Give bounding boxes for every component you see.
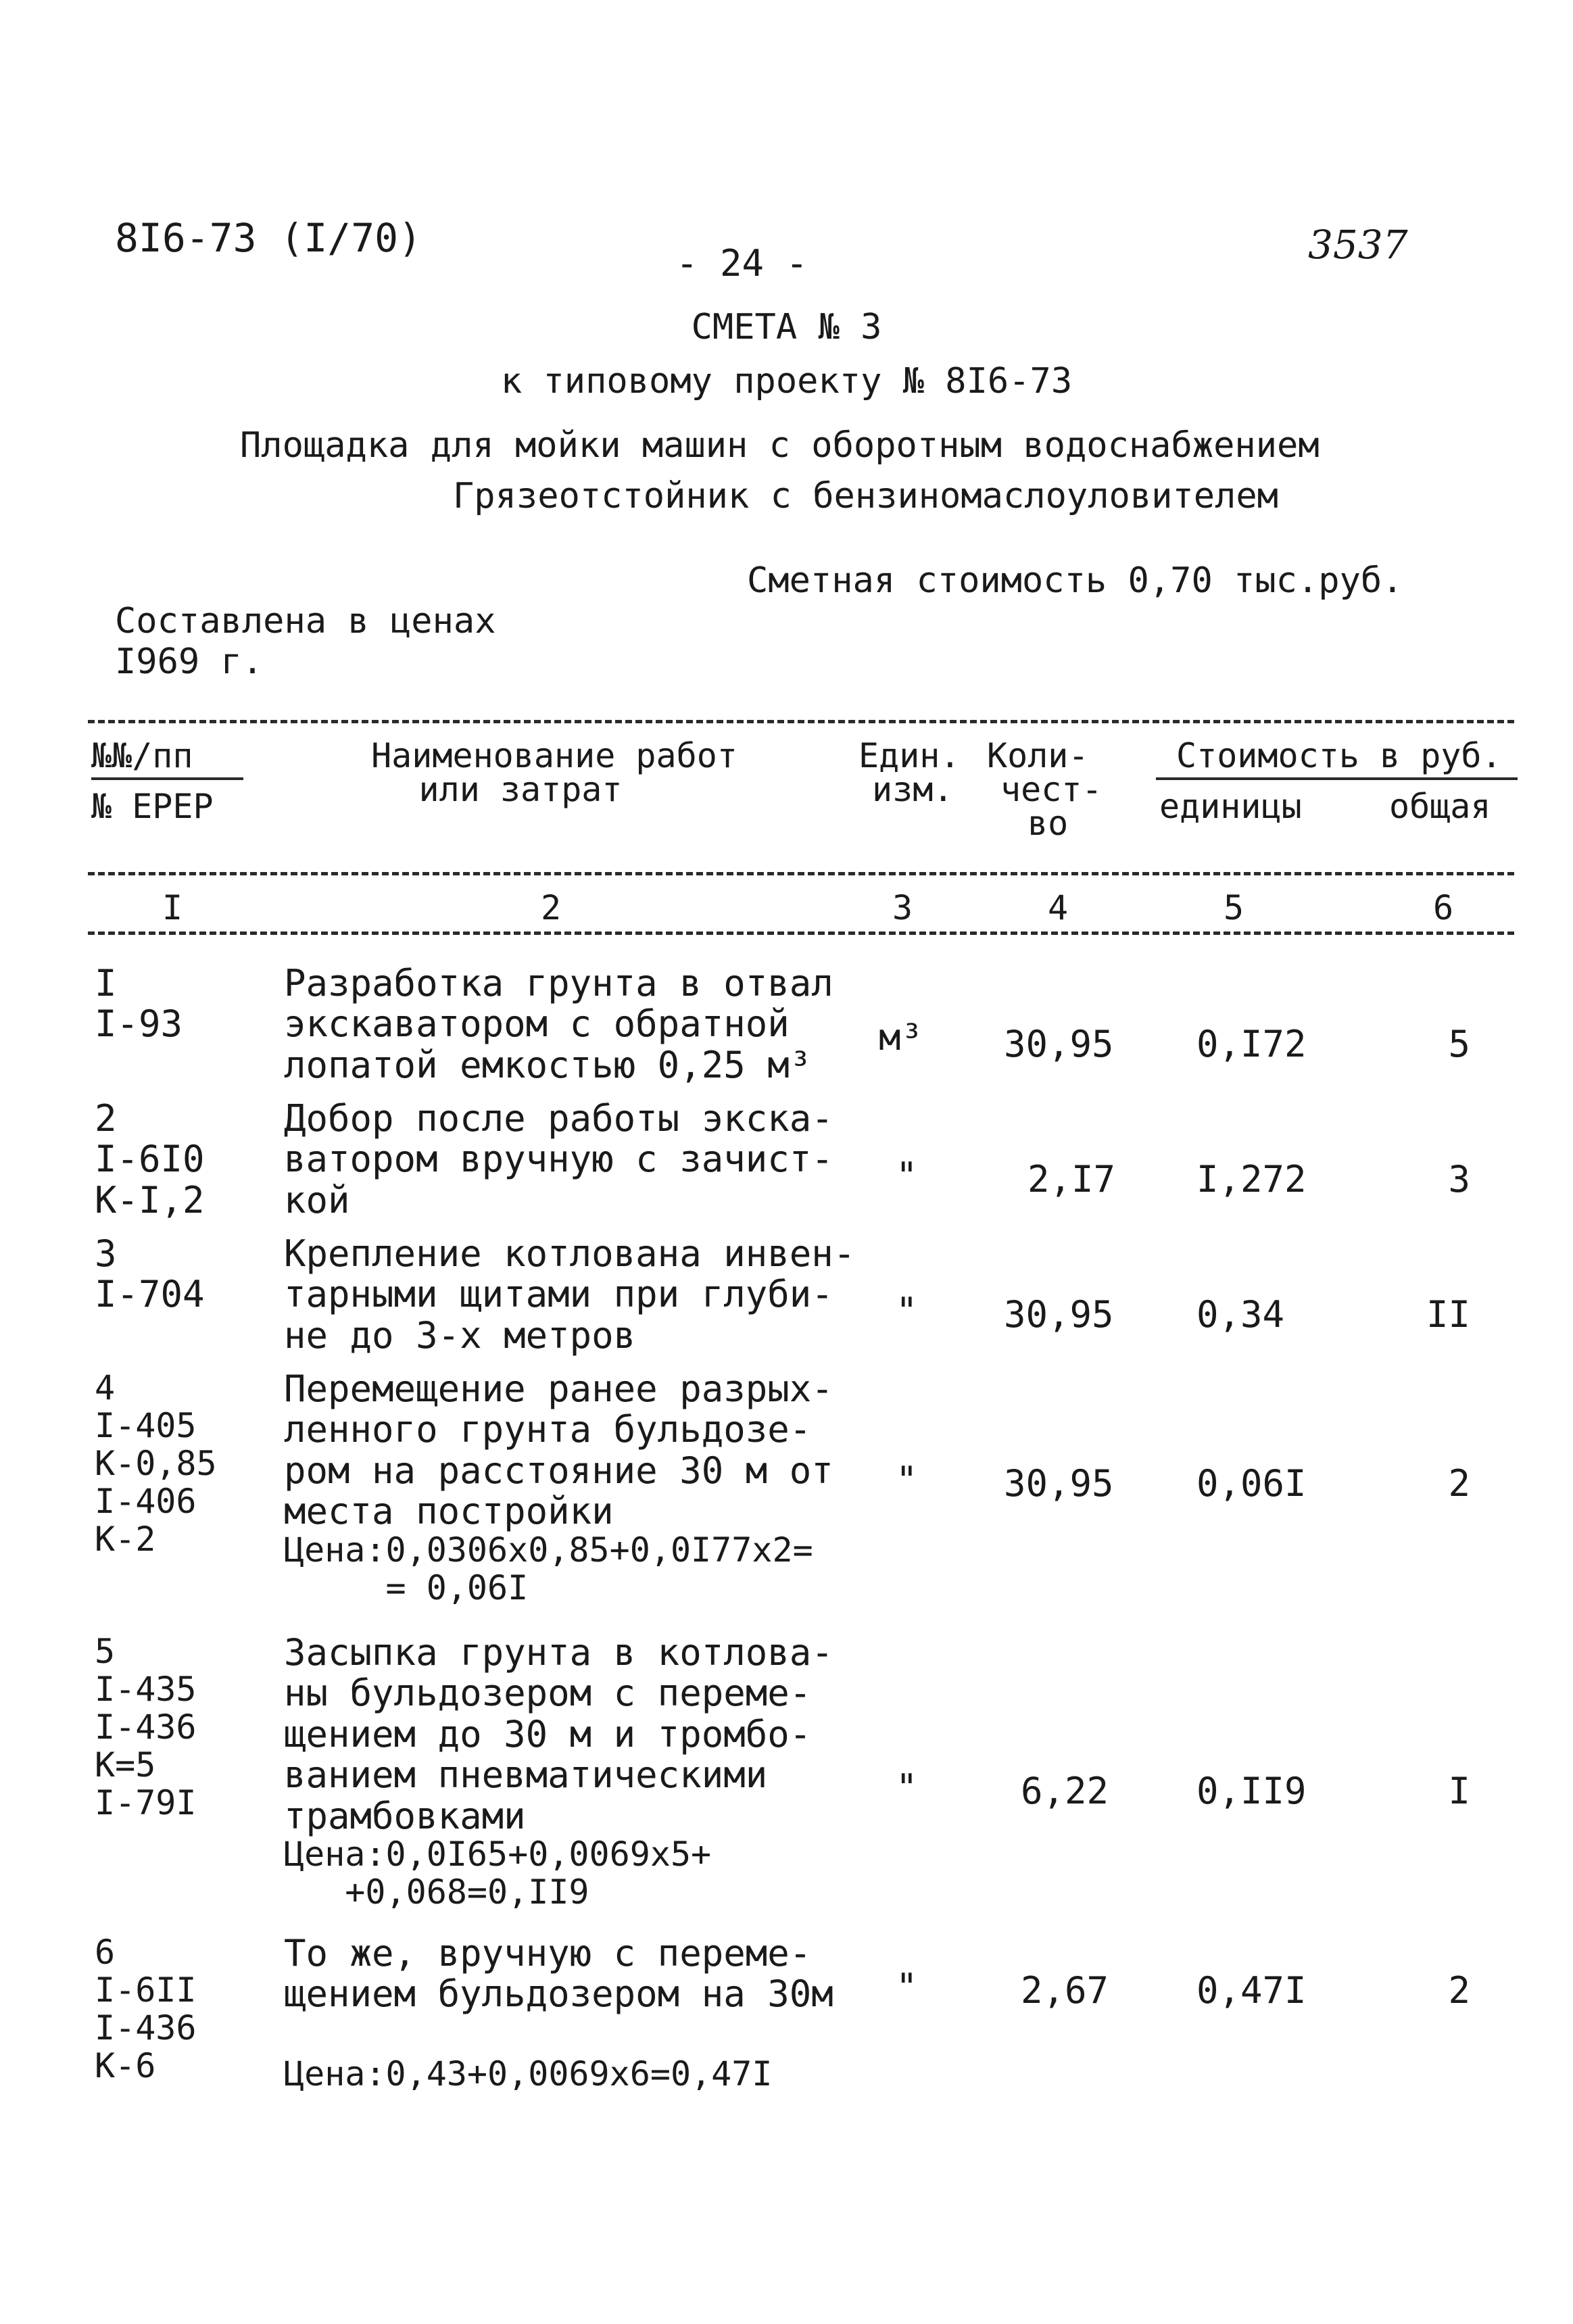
col-number-5: 5 xyxy=(1224,888,1244,927)
header-col4-line1: Коли- xyxy=(987,736,1089,775)
row3-code: 3 I-704 xyxy=(95,1232,205,1316)
row4-unit-cost: 0,06I xyxy=(1196,1462,1307,1505)
row1-unit-cost: 0,I72 xyxy=(1196,1023,1307,1065)
row1-code: I I-93 xyxy=(95,962,183,1046)
row4-total: 2 xyxy=(1448,1462,1470,1505)
header-bottom-rule xyxy=(88,872,1514,875)
row6-code: 6 I-6II I-436 К-6 xyxy=(95,1933,197,2085)
row2-qty: 2,I7 xyxy=(1027,1158,1116,1201)
table-top-rule xyxy=(88,720,1514,723)
header-col2-line2: или затрат xyxy=(418,770,623,809)
row6-name: То же, вручную с переме- щением бульдозером на 30м xyxy=(284,1932,833,2016)
estimate-title: СМЕТА № 3 xyxy=(691,307,882,347)
header-col3-line2: изм. xyxy=(872,770,954,809)
col-number-4: 4 xyxy=(1048,888,1069,927)
col-number-2: 2 xyxy=(541,888,562,927)
col-number-6: 6 xyxy=(1433,888,1454,927)
header-cost-group: Стоимость в руб. xyxy=(1176,736,1502,775)
row4-qty: 30,95 xyxy=(1004,1462,1114,1505)
prices-note-line2: I969 г. xyxy=(115,641,264,682)
row2-code: 2 I-6I0 К-I,2 xyxy=(95,1097,205,1221)
row3-qty: 30,95 xyxy=(1004,1293,1114,1336)
row1-total: 5 xyxy=(1448,1023,1470,1065)
estimated-cost: Сметная стоимость 0,70 тыс.руб. xyxy=(747,560,1403,601)
row6-qty: 2,67 xyxy=(1021,1969,1109,2012)
header-col6: общая xyxy=(1389,787,1491,826)
header-col1-line2: № ЕРЕР xyxy=(91,787,214,826)
row2-name: Добор после работы экска- ватором вручную с зачист- кой xyxy=(284,1097,833,1221)
page-number: - 24 - xyxy=(676,242,808,285)
row5-name: Засыпка грунта в котлова- ны бульдозером с переме- щением до 30 м и тромбо- ванием пневматическими трамбовками xyxy=(284,1631,833,1837)
object-subtitle: Грязеотстойник с бензиномаслоуловителем xyxy=(453,476,1278,516)
document-code: 8I6-73 (I/70) xyxy=(115,215,422,261)
row4-name: Перемещение ранее разрых- ленного грунта бульдозе- ром на расстояние 30 м от места постройки xyxy=(284,1367,833,1533)
header-cost-underline xyxy=(1156,777,1518,780)
row6-calc: Цена:0,43+0,0069х6=0,47I xyxy=(284,2054,773,2093)
row2-unit: " xyxy=(896,1155,918,1197)
header-col2-line1: Наименование работ xyxy=(371,736,737,775)
archive-number: 3537 xyxy=(1308,222,1408,268)
header-col5: единицы xyxy=(1159,787,1302,826)
object-title: Площадка для мойки машин с оборотным водоснабжением xyxy=(240,425,1320,466)
row5-unit-cost: 0,II9 xyxy=(1196,1770,1307,1812)
row2-unit-cost: I,272 xyxy=(1196,1158,1307,1201)
row4-unit: " xyxy=(896,1459,918,1501)
row5-calc: Цена:0,0I65+0,0069х5+ +0,068=0,II9 xyxy=(284,1835,712,1912)
row6-total: 2 xyxy=(1448,1969,1470,2012)
row3-unit: " xyxy=(896,1290,918,1332)
row1-qty: 30,95 xyxy=(1004,1023,1114,1065)
row1-unit: м³ xyxy=(879,1016,923,1059)
header-col4-line3: во xyxy=(1027,804,1069,843)
row3-total: II xyxy=(1426,1293,1470,1336)
header-col4-line2: чест- xyxy=(1000,770,1103,809)
row5-qty: 6,22 xyxy=(1021,1770,1109,1812)
header-col3-line1: Един. xyxy=(858,736,961,775)
col-number-1: I xyxy=(162,888,183,927)
estimate-subtitle: к типовому проекту № 8I6-73 xyxy=(500,361,1073,402)
row6-unit: " xyxy=(896,1966,918,2008)
col-number-rule xyxy=(88,931,1514,935)
prices-note-line1: Составлена в ценах xyxy=(115,601,496,641)
col-number-3: 3 xyxy=(892,888,913,927)
row5-total: I xyxy=(1448,1770,1470,1812)
row2-total: 3 xyxy=(1448,1158,1470,1201)
row5-code: 5 I-435 I-436 К=5 I-79I xyxy=(95,1632,197,1822)
row5-unit: " xyxy=(896,1766,918,1809)
row3-name: Крепление котлована инвен- тарными щитами при глуби- не до 3-х метров xyxy=(284,1232,856,1357)
row4-calc: Цена:0,0306х0,85+0,0I77х2= = 0,06I xyxy=(284,1530,813,1607)
row4-code: 4 I-405 К-0,85 I-406 К-2 xyxy=(95,1368,217,1559)
row1-name: Разработка грунта в отвал экскаватором с обратной лопатой емкостью 0,25 м³ xyxy=(284,962,833,1086)
row6-unit-cost: 0,47I xyxy=(1196,1969,1307,2012)
header-col1-line1: №№/пп xyxy=(91,736,193,775)
row3-unit-cost: 0,34 xyxy=(1196,1293,1285,1336)
header-col1-underline xyxy=(91,777,243,780)
